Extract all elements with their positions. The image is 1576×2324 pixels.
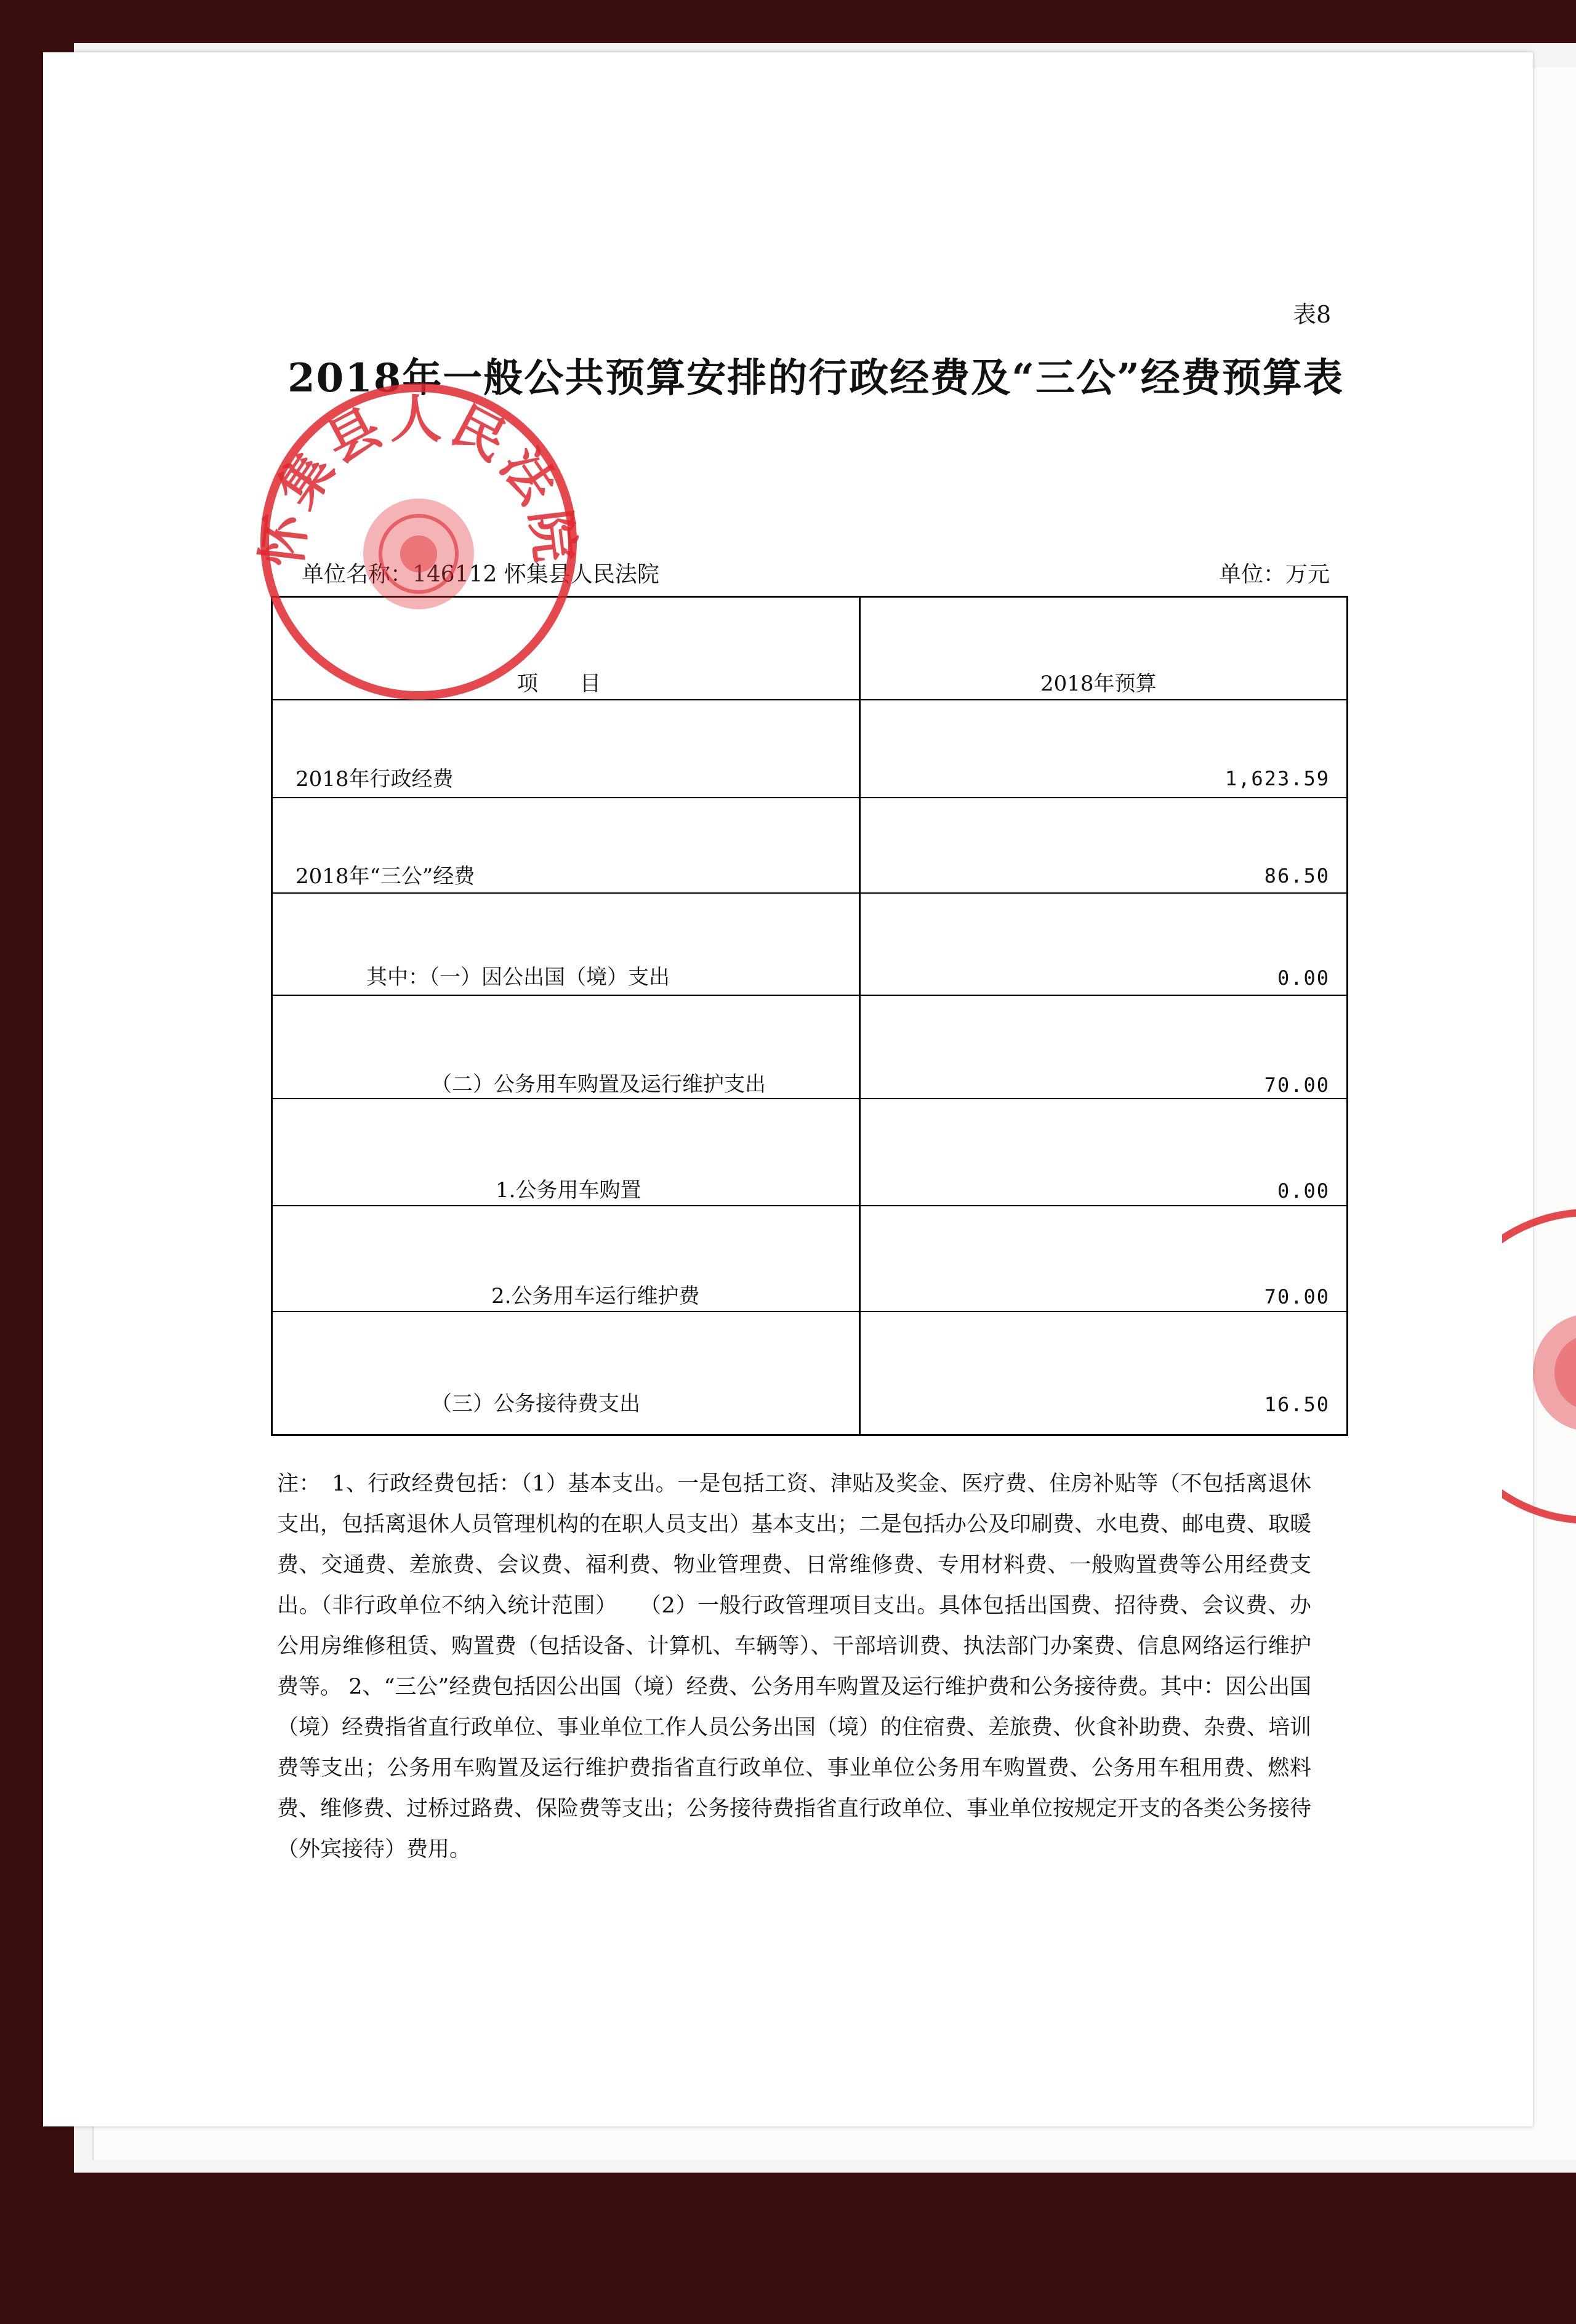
- row-value-vehicle-maintenance: 70.00: [1264, 1285, 1330, 1308]
- official-seal-stamp: [246, 369, 591, 714]
- currency-unit-label: 单位：万元: [1219, 562, 1330, 587]
- row-item-overseas-travel: 其中：（一）因公出国（境）支出: [366, 965, 670, 990]
- row-item-admin-expense: 2018年行政经费: [296, 767, 454, 791]
- notes-paragraph: 注： 1、行政经费包括：（1）基本支出。一是包括工资、津贴及奖金、医疗费、住房补贴等（不包括离退休支出，包括离退休人员管理机构的在职人员支出）基本支出；二是包括办公及印刷费、水电费、邮电费、取暖费、交通费、差旅费、会议费、福利费、物业管理费、日常维修费、专用材料费、一般购置费等公用经费支出。（非行政单位不纳入统计范围） （2）一般行政管理项目支出。具体包括出国费、招待费、会议费、办公用房维修租赁、购置费（包括设备、计算机、车辆等）、干部培训费、执法部门办案费、信息网络运行维护费等。 2、“三公”经费包括因公出国（境）经费、公务用车购置及运行维护费和公务接待费。其中：因公出国（境）经费指省直行政单位、事业单位工作人员公务出国（境）的住宿费、差旅费、伙食补助费、杂费、培训费等支出；公务用车购置及运行维护费指省直行政单位、事业单位公务用车购置费、公务用车租用费、燃料费、维修费、过桥过路费、保险费等支出；公务接待费指省直行政单位、事业单位按规定开支的各类公务接待（外宾接待）费用。: [277, 1472, 1312, 1862]
- row-value-vehicle-total: 70.00: [1264, 1073, 1330, 1097]
- page-title: 2018年一般公共预算安排的行政经费及“三公”经费预算表: [287, 355, 1344, 401]
- row-value-reception: 16.50: [1264, 1393, 1330, 1416]
- row-value-three-public-expense: 86.50: [1264, 864, 1330, 888]
- row-item-three-public-expense: 2018年“三公”经费: [296, 864, 475, 889]
- row-item-vehicle-purchase: 1.公务用车购置: [496, 1178, 641, 1203]
- row-item-vehicle-maintenance: 2.公务用车运行维护费: [491, 1284, 700, 1308]
- seal-text: 怀集县人民法院: [251, 388, 587, 570]
- partial-seal-stamp: [1502, 1200, 1576, 1533]
- budget-table: [271, 596, 1348, 1436]
- table-number-label: 表8: [1293, 301, 1332, 328]
- row-value-overseas-travel: 0.00: [1277, 966, 1330, 990]
- column-header-item: 项 目: [517, 671, 601, 696]
- row-item-vehicle-total: （二）公务用车购置及运行维护支出: [431, 1072, 766, 1097]
- row-value-vehicle-purchase: 0.00: [1277, 1179, 1330, 1203]
- row-item-reception: （三）公务接待费支出: [431, 1392, 640, 1416]
- row-value-admin-expense: 1,623.59: [1224, 767, 1330, 790]
- unit-name-label: 单位名称：146112 怀集县人民法院: [302, 562, 659, 587]
- column-header-budget: 2018年预算: [1040, 671, 1157, 696]
